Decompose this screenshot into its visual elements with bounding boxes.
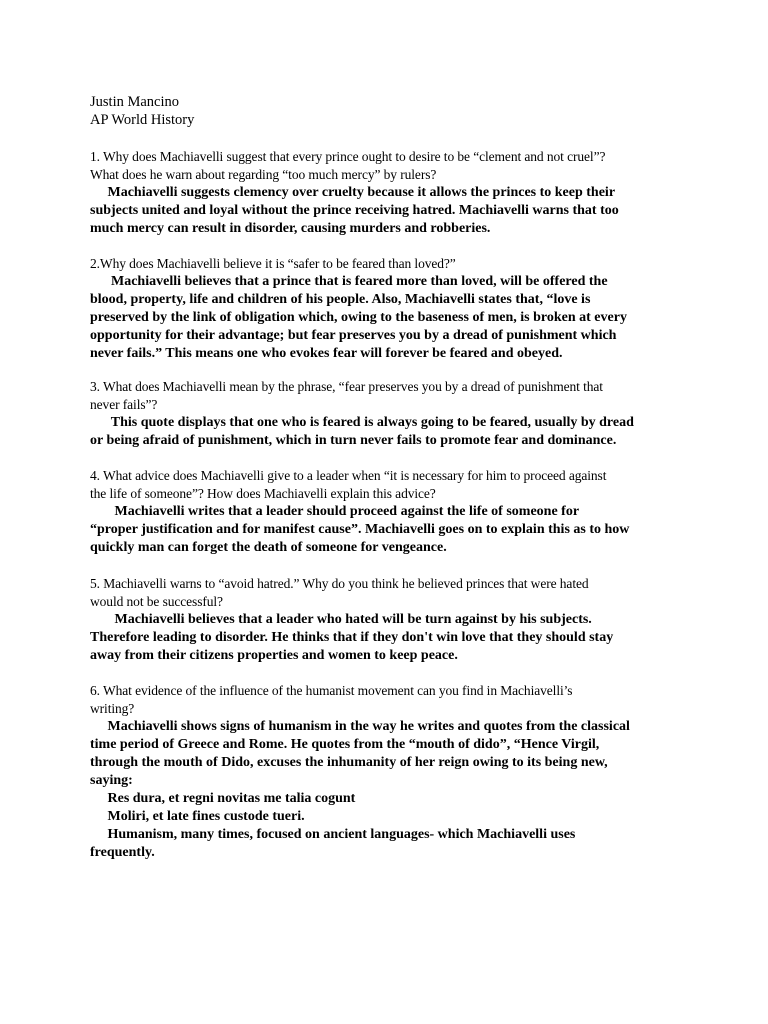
answer-line: “proper justification and for manifest cause”. Machiavelli goes on to explain this as to how	[90, 522, 630, 537]
answer-line: Machiavelli believes that a leader who hated will be turn against by his subjects.	[90, 612, 592, 627]
document-header	[90, 93, 194, 129]
question-line: 6. What evidence of the influence of the humanist movement can you find in Machiavelli’s	[90, 683, 573, 698]
question-4	[90, 467, 690, 503]
question-line: writing?	[90, 701, 135, 716]
answer-line: opportunity for their advantage; but fear preserves you by a dread of punishment which	[90, 328, 617, 343]
question-line: would not be successful?	[90, 594, 223, 609]
question-6	[90, 682, 690, 718]
question-3	[90, 378, 690, 414]
question-line: the life of someone”? How does Machiavelli explain this advice?	[90, 486, 436, 501]
question-line: What does he warn about regarding “too much mercy” by rulers?	[90, 167, 437, 182]
answer-line: or being afraid of punishment, which in turn never fails to promote fear and dominance.	[90, 433, 617, 448]
answer-line: Machiavelli believes that a prince that is feared more than loved, will be offered the	[90, 274, 608, 289]
answer-line: away from their citizens properties and women to keep peace.	[90, 648, 458, 663]
answer-line: Therefore leading to disorder. He thinks that if they don't win love that they should stay	[90, 630, 614, 645]
answer-line: blood, property, life and children of his people. Also, Machiavelli states that, “love is	[90, 292, 591, 307]
qa-item-5	[90, 575, 690, 665]
answer-line: quickly man can forget the death of someone for vengeance.	[90, 540, 447, 555]
question-1	[90, 148, 690, 184]
answer-2	[90, 273, 690, 363]
answer-5	[90, 611, 690, 665]
answer-line: subjects united and loyal without the prince receiving hatred. Machiavelli warns that too	[90, 203, 619, 218]
answer-line: This quote displays that one who is feared is always going to be feared, usually by dread	[90, 415, 634, 430]
question-line: 1. Why does Machiavelli suggest that every prince ought to desire to be “clement and not cruel”?	[90, 149, 606, 164]
answer-line: Machiavelli suggests clemency over cruelty because it allows the princes to keep their	[90, 185, 616, 200]
answer-line: Machiavelli shows signs of humanism in the way he writes and quotes from the classical	[90, 719, 630, 734]
question-line: 4. What advice does Machiavelli give to a leader when “it is necessary for him to proceed against	[90, 468, 607, 483]
qa-item-2	[90, 255, 690, 363]
answer-line: frequently.	[90, 845, 155, 860]
answer-line: Humanism, many times, focused on ancient languages- which Machiavelli uses	[90, 827, 576, 842]
latin-quote-line: Res dura, et regni novitas me talia cogunt	[90, 791, 356, 806]
qa-item-4	[90, 467, 690, 557]
qa-item-6	[90, 682, 690, 862]
answer-line: much mercy can result in disorder, causing murders and robberies.	[90, 221, 491, 236]
answer-line: time period of Greece and Rome. He quotes from the “mouth of dido”, “Hence Virgil,	[90, 737, 600, 752]
answer-4	[90, 503, 690, 557]
question-5	[90, 575, 690, 611]
question-2	[90, 255, 690, 273]
answer-line: Machiavelli writes that a leader should proceed against the life of someone for	[90, 504, 580, 519]
question-line: 3. What does Machiavelli mean by the phrase, “fear preserves you by a dread of punishment that	[90, 379, 603, 394]
answer-3	[90, 414, 690, 450]
question-line: 5. Machiavelli warns to “avoid hatred.” Why do you think he believed princes that were hated	[90, 576, 589, 591]
answer-line: never fails.” This means one who evokes fear will forever be feared and obeyed.	[90, 346, 563, 361]
question-line: never fails”?	[90, 397, 158, 412]
question-line: 2.Why does Machiavelli believe it is “safer to be feared than loved?”	[90, 256, 456, 271]
answer-6	[90, 718, 690, 862]
latin-quote-line: Moliri, et late fines custode tueri.	[90, 809, 305, 824]
answer-line: saying:	[90, 773, 133, 788]
qa-item-1	[90, 148, 690, 238]
author-name: Justin Mancino	[90, 94, 180, 110]
answer-line: preserved by the link of obligation which, owing to the baseness of men, is broken at every	[90, 310, 627, 325]
qa-item-3	[90, 378, 690, 450]
answer-1	[90, 184, 690, 238]
course-name: AP World History	[90, 112, 195, 128]
answer-line: through the mouth of Dido, excuses the inhumanity of her reign owing to its being new,	[90, 755, 608, 770]
